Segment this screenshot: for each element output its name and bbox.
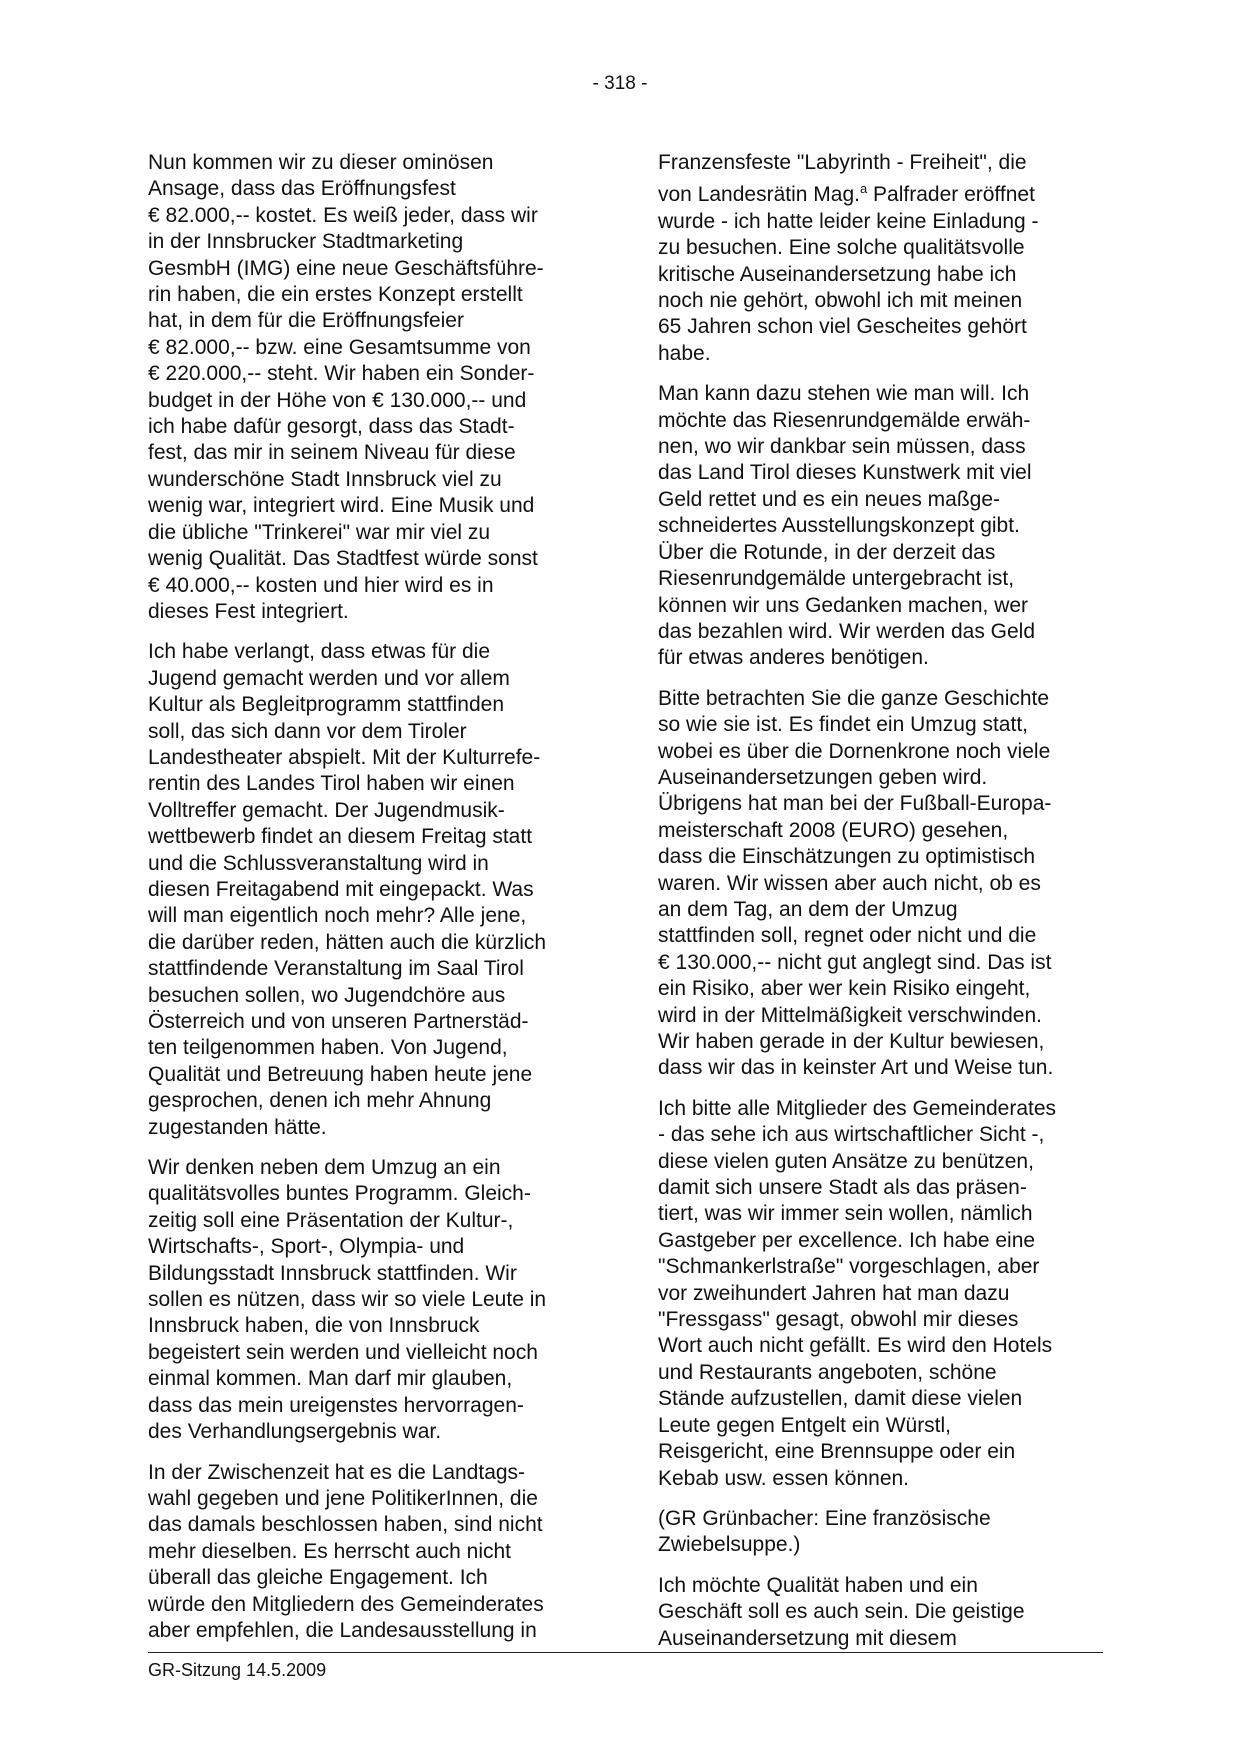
paragraph-text-part: Franzensfeste "Labyrinth - Freiheit", die von Landesrätin Mag. — [658, 151, 1027, 207]
paragraph-text-part: Palfrader eröffnet wurde - ich hatte leider keine Einladung - zu besuchen. Eine solche qualitätsvolle kritische Auseinandersetzung habe ich noch nie gehört, obwohl ich mit meinen 65 Jahren schon viel Gescheites gehört habe. — [658, 183, 1039, 365]
paragraph-quality-business: Ich möchte Qualität haben und ein Geschäft soll es auch sein. Die geistige Auseinandersetzung mit diesem — [658, 1573, 1025, 1650]
left-column — [148, 150, 593, 1658]
page-number: - 318 - — [592, 73, 648, 94]
paragraph-opening-ceremony-cost: Nun kommen wir zu dieser ominösen Ansage, dass das Eröffnungsfest € 82.000,-- kostet. Es weiß jeder, dass wir in der Innsbrucker Stadtmarketing GesmbH (IMG) eine neue Geschäftsführe- rin haben, die ein erstes Konzept erstellt hat, in dem für die Eröffnungsfeier € 82.000,-- bzw. eine Gesamtsumme von € 220.000,-- steht. Wir haben ein Sonder- budget in der Höhe von € 130.000,-- und ich habe dafür gesorgt, dass das Stadt- fest, das mir in seinem Niveau für diese wunderschöne Stadt Innsbruck viel zu wenig war, integriert wird. Eine Musik und die übliche "Trinkerei" war mir viel zu wenig Qualität. Das Stadtfest würde sonst € 40.000,-- kosten und hier wird es in dieses Fest integriert. — [148, 151, 544, 623]
paragraph-colorful-program: Wir denken neben dem Umzug an ein qualitätsvolles buntes Programm. Gleich- zeitig soll eine Präsentation der Kultur-, Wirtschafts-, Sport-, Olympia- und Bildungsstadt Innsbruck stattfinden. Wir sollen es nützen, dass wir so viele Leute in Innsbruck haben, die von Innsbruck begeistert sein werden und vielleicht noch einmal kommen. Man darf mir glauben, dass das mein ureigenstes hervorragen- des Verhandlungsergebnis war. — [148, 1156, 547, 1444]
paragraph-state-election: In der Zwischenzeit hat es die Landtags- wahl gegeben und jene PolitikerInnen, die das damals beschlossen haben, sind nicht mehr dieselben. Es herrscht auch nicht überall das gleiche Engagement. Ich würde den Mitgliedern des Gemeinderates aber empfehlen, die Landesausstellung in — [148, 1460, 544, 1642]
right-column — [658, 150, 1108, 1666]
paragraph-panorama-painting: Man kann dazu stehen wie man will. Ich möchte das Riesenrundgemälde erwäh- nen, wo wir dankbar sein müssen, dass das Land Tirol dieses Kunstwerk mit viel Geld rettet und es ein neues maßge- schneidertes Ausstellungskonzept gibt. Über die Rotunde, in der derzeit das Riesenrundgemälde untergebracht ist, können wir uns Gedanken machen, wer das bezahlen wird. Wir werden das Geld für etwas anderes benötigen. — [658, 382, 1036, 670]
footer-session-date: GR-Sitzung 14.5.2009 — [148, 1660, 327, 1680]
paragraph-youth-culture: Ich habe verlangt, dass etwas für die Jugend gemacht werden und vor allem Kultur als Begleitprogramm stattfinden soll, das sich dann vor dem Tiroler Landestheater abspielt. Mit der Kulturrefe- rentin des Landes Tirol haben wir einen Volltreffer gemacht. Der Jugendmusik- wettbewerb findet an diesem Freitag statt und die Schlussveranstaltung wird in diesen Freitagabend mit eingepackt. Was will man eigentlich noch mehr? Alle jene, die darüber reden, hätten auch die kürzlich stattfindende Veranstaltung im Saal Tirol besuchen sollen, wo Jugendchöre aus Österreich und von unseren Partnerstäd- ten teilgenommen haben. Von Jugend, Qualität und Betreuung haben heute jene gesprochen, denen ich mehr Ahnung zugestanden hätte. — [148, 640, 547, 1139]
superscript-a: a — [859, 181, 868, 197]
footer-divider — [148, 1652, 1103, 1653]
paragraph-interjection: (GR Grünbacher: Eine französische Zwiebelsuppe.) — [658, 1506, 991, 1557]
paragraph-council-members: Ich bitte alle Mitglieder des Gemeinderates - das sehe ich aus wirtschaftlicher Sicht -, diese vielen guten Ansätze zu benützen, damit sich unsere Stadt als das präsen- tiert, was wir immer sein wollen, nämlich Gastgeber per excellence. Ich habe eine "Schmankerlstraße" vorgeschlagen, aber vor zweihundert Jahren hat man dazu "Fressgass" gesagt, obwohl mir dieses Wort auch nicht gefällt. Es wird den Hotels und Restaurants angeboten, schöne Stände aufzustellen, damit diese vielen Leute gegen Entgelt ein Würstl, Reisgericht, eine Brennsuppe oder ein Kebab usw. essen können. — [658, 1096, 1057, 1490]
paragraph-whole-story: Bitte betrachten Sie die ganze Geschichte so wie sie ist. Es findet ein Umzug statt, wobei es über die Dornenkrone noch viele Auseinandersetzungen geben wird. Übrigens hat man bei der Fußball-Europa- meisterschaft 2008 (EURO) gesehen, dass die Einschätzungen zu optimistisch waren. Wir wissen aber auch nicht, ob es an dem Tag, an dem der Umzug stattfinden soll, regnet oder nicht und die € 130.000,-- nicht gut anglegt sind. Das ist ein Risiko, aber wer kein Risiko eingeht, wird in der Mittelmäßigkeit verschwinden. Wir haben gerade in der Kultur bewiesen, dass wir das in keinster Art und Weise tun. — [658, 686, 1054, 1080]
paragraph-franzensfeste-exhibition — [658, 150, 1108, 367]
